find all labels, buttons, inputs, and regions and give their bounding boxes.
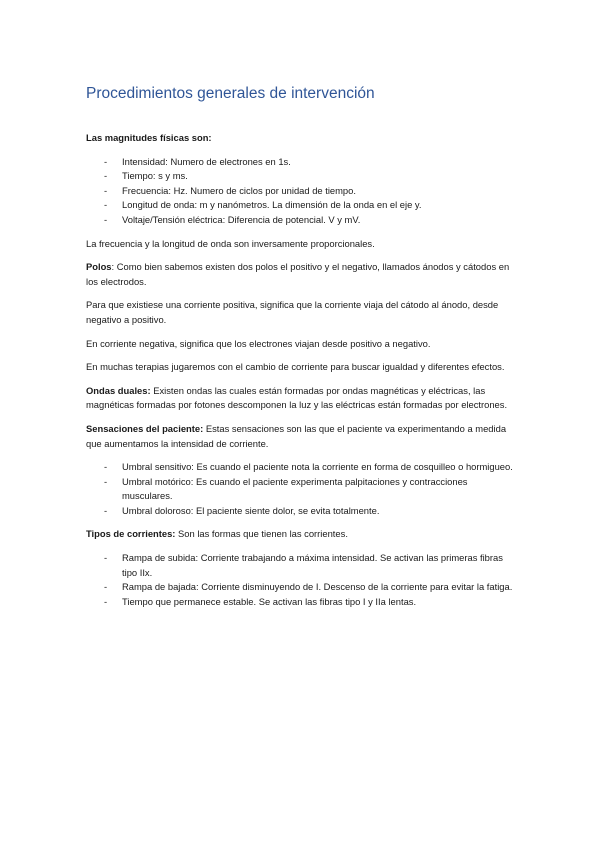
list-item <box>86 580 513 595</box>
list-item-text: Tiempo que permanece estable. Se activan las fibras tipo I y IIa lentas. <box>122 595 417 607</box>
dash-bullet: - <box>104 461 108 473</box>
polos-label: Polos <box>86 261 112 273</box>
ondas-paragraph <box>86 384 513 413</box>
ondas-label: Ondas duales: <box>86 384 151 396</box>
sensaciones-list <box>86 460 513 518</box>
list-item-text: Umbral doloroso: El paciente siente dolor, se evita totalmente. <box>122 504 380 516</box>
list-item <box>86 213 513 228</box>
dash-bullet: - <box>104 552 108 564</box>
list-item <box>86 184 513 199</box>
polos-text: : Como bien sabemos existen dos polos el positivo y el negativo, llamados ánodos y cátodos en los electrodos. <box>86 261 510 287</box>
polos-paragraph <box>86 260 513 289</box>
list-item <box>86 460 513 475</box>
list-item <box>86 595 513 610</box>
list-item-text: Umbral motórico: Es cuando el paciente experimenta palpitaciones y contracciones musculares. <box>122 475 468 502</box>
magnitudes-heading: Las magnitudes físicas son: <box>86 132 212 143</box>
dash-bullet: - <box>104 170 108 182</box>
ondas-text: Existen ondas las cuales están formadas por ondas magnéticas y eléctricas, las magnéticas formadas por fotones descomponen la luz y las eléctricas están formadas por electrones. <box>86 384 508 411</box>
dash-bullet: - <box>104 184 108 196</box>
dash-bullet: - <box>104 504 108 516</box>
list-item-text: Longitud de onda: m y nanómetros. La dimensión de la onda en el eje y. <box>122 199 422 211</box>
list-item-text: Umbral sensitivo: Es cuando el paciente nota la corriente en forma de cosquilleo o hormigueo. <box>122 461 513 473</box>
corriente-positiva-paragraph: Para que existiese una corriente positiva, significa que la corriente viaja del cátodo al ánodo, desde negativo a positivo. <box>86 299 499 325</box>
list-item <box>86 504 513 519</box>
dash-bullet: - <box>104 581 108 593</box>
dash-bullet: - <box>104 199 108 211</box>
list-item <box>86 475 513 504</box>
list-item <box>86 198 513 213</box>
list-item <box>86 551 513 580</box>
list-item-text: Frecuencia: Hz. Numero de ciclos por unidad de tiempo. <box>122 184 356 196</box>
tipos-text: Son las formas que tienen las corrientes. <box>175 528 348 540</box>
frecuencia-paragraph: La frecuencia y la longitud de onda son inversamente proporcionales. <box>86 237 375 249</box>
tipos-paragraph <box>86 527 513 542</box>
dash-bullet: - <box>104 475 108 487</box>
list-item-text: Rampa de subida: Corriente trabajando a máxima intensidad. Se activan las primeras fibras tipo IIx. <box>122 552 503 578</box>
dash-bullet: - <box>104 213 108 225</box>
document-title: Procedimientos generales de intervención <box>86 85 375 102</box>
magnitudes-list <box>86 155 513 228</box>
sensaciones-label: Sensaciones del paciente: <box>86 422 204 434</box>
sensaciones-paragraph <box>86 422 513 451</box>
list-item-text: Intensidad: Numero de electrones en 1s. <box>122 155 291 167</box>
tipos-list <box>86 551 513 609</box>
dash-bullet: - <box>104 155 108 167</box>
terapias-paragraph: En muchas terapias jugaremos con el cambio de corriente para buscar igualdad y diferentes efectos. <box>86 361 505 373</box>
dash-bullet: - <box>104 595 108 607</box>
list-item-text: Tiempo: s y ms. <box>122 170 188 182</box>
sensaciones-text: Estas sensaciones son las que el paciente va experimentando a medida que aumentamos la intensidad de corriente. <box>86 422 507 449</box>
corriente-negativa-paragraph: En corriente negativa, significa que los electrones viajan desde positivo a negativo. <box>86 337 431 349</box>
list-item <box>86 155 513 170</box>
list-item-text: Voltaje/Tensión eléctrica: Diferencia de potencial. V y mV. <box>122 213 361 225</box>
list-item <box>86 169 513 184</box>
tipos-label: Tipos de corrientes: <box>86 528 176 540</box>
list-item-text: Rampa de bajada: Corriente disminuyendo de I. Descenso de la corriente para evitar la fatiga. <box>122 581 513 593</box>
